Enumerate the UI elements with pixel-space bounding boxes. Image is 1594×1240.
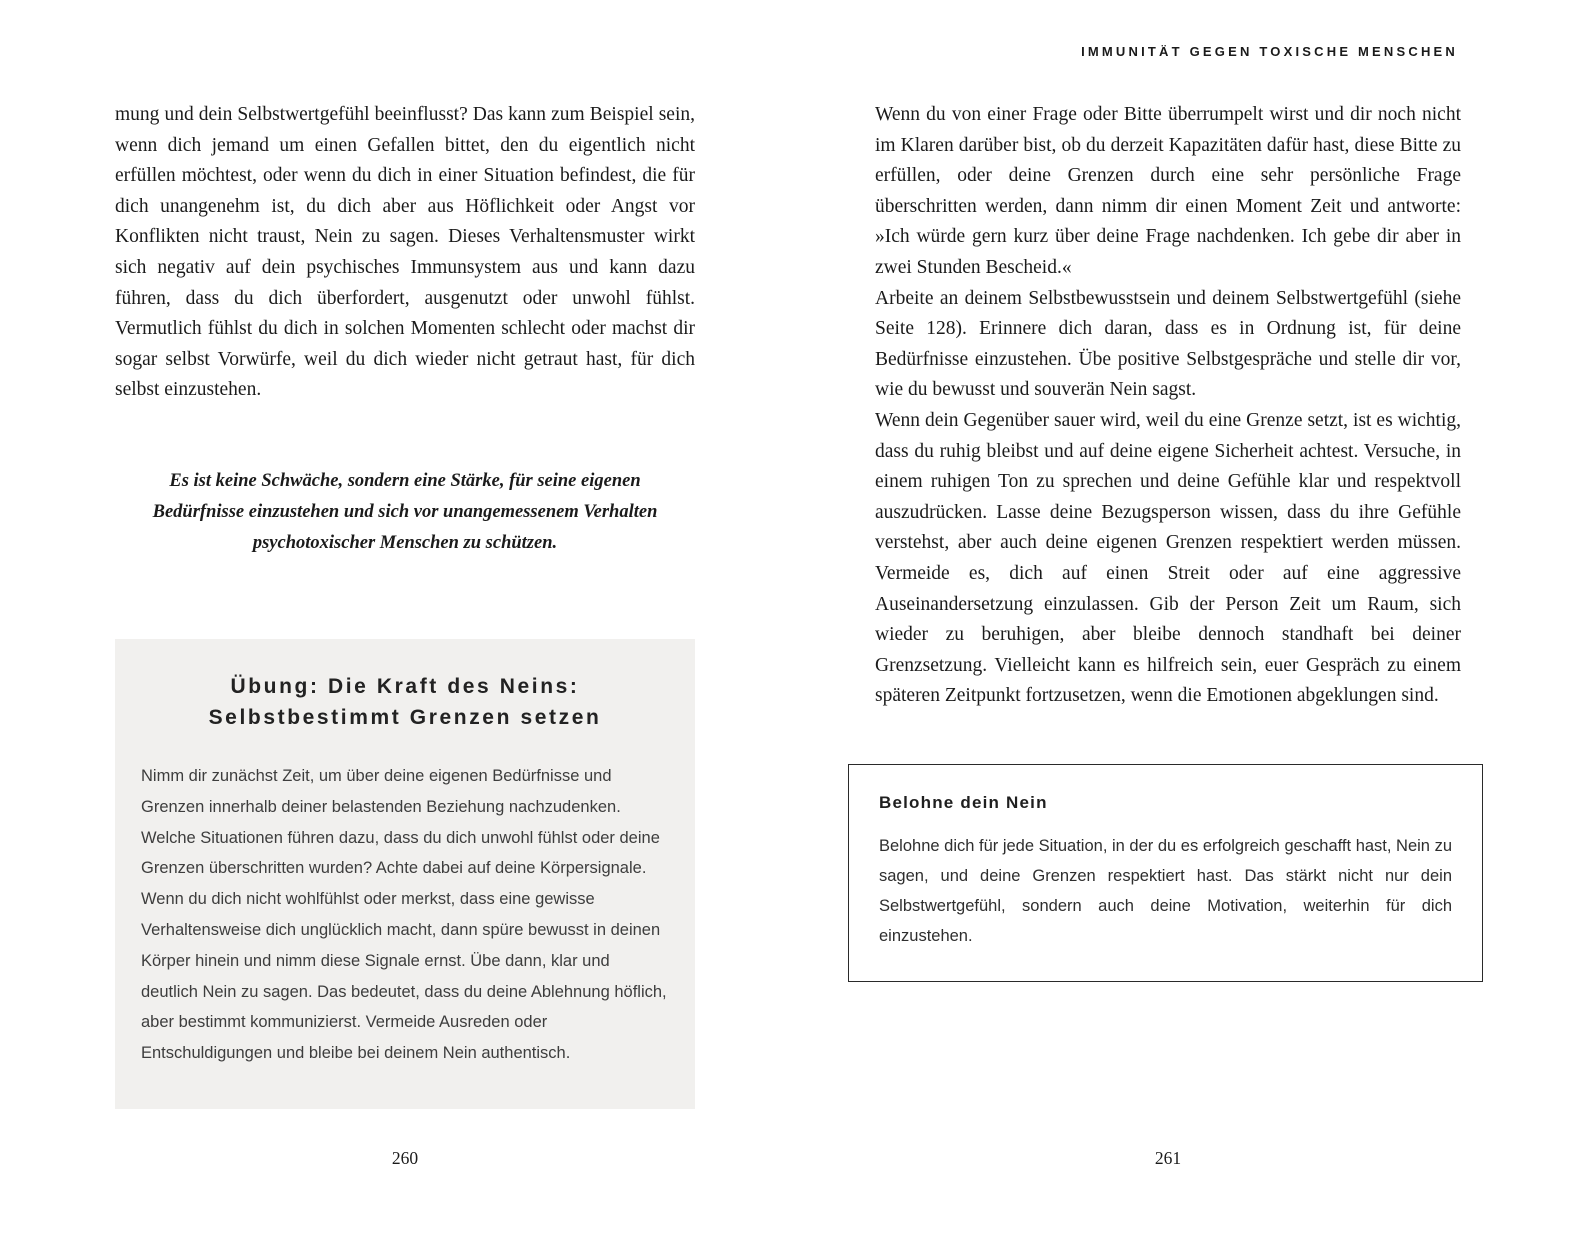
- exercise-body: Nimm dir zunächst Zeit, um über deine eigenen Bedürfnisse und Grenzen innerhalb deiner belastenden Beziehung nachzudenken. Welche Situationen führen dazu, dass du dich unwohl fühlst oder deine Grenzen überschritten wurden? Achte dabei auf deine Körpersignale. Wenn du dich nicht wohlfühlst oder merkst, dass eine gewisse Verhaltensweise dich unglücklich macht, dann spüre bewusst in deinen Körper hinein und nimm diese Signale ernst. Übe dann, klar und deutlich Nein zu sagen. Das bedeutet, dass du deine Ablehnung höflich, aber bestimmt kommunizierst. Vermeide Ausreden oder Entschuldigungen und bleibe bei deinem Nein authentisch.: [141, 766, 667, 1063]
- left-page: [115, 100, 695, 1109]
- reward-box-title: Belohne dein Nein: [879, 792, 1048, 812]
- exercise-box: [115, 639, 695, 1109]
- body-paragraph: Arbeite an deinem Selbstbewusstsein und deinem Selbstwertgefühl (siehe Seite 128). Erinnere dich daran, dass es in Ordnung ist, für deine Bedürfnisse einzustehen. Übe positive Selbstgespräche und stelle dir vor, wie du bewusst und souverän Nein sagst.: [875, 287, 1461, 401]
- body-paragraph: Wenn du von einer Frage oder Bitte überrumpelt wirst und dir noch nicht im Klaren darüber bist, ob du derzeit Kapazitäten dafür hast, diese Bitte zu erfüllen, oder deine Grenzen durch eine sehr persönliche Frage überschritten werden, dann nimm dir einen Moment Zeit und antworte: »Ich würde gern kurz über deine Frage nachdenken. Ich gebe dir aber in zwei Stunden Bescheid.«: [875, 104, 1461, 278]
- exercise-title-line-1: Übung: Die Kraft des Neins:: [230, 674, 580, 698]
- right-page-body: [875, 100, 1461, 712]
- running-head: IMMUNITÄT GEGEN TOXISCHE MENSCHEN: [1081, 44, 1458, 59]
- reward-box: [848, 764, 1483, 982]
- page-number-left: 260: [391, 1148, 419, 1168]
- body-paragraph: mung und dein Selbstwertgefühl beeinflusst? Das kann zum Beispiel sein, wenn dich jemand um einen Gefallen bittet, den du eigentlich nicht erfüllen möchtest, oder wenn du dich in einer Situation befindest, die für dich unangenehm ist, du dich aber aus Höflichkeit oder Angst vor Konflikten nicht traust, Nein zu sagen. Dieses Verhaltensmuster wirkt sich negativ auf dein psychisches Immunsystem aus und kann dazu führen, dass du dich überfordert, ausgenutzt oder unwohl fühlst. Vermutlich fühlst du dich in solchen Momenten schlecht oder machst dir sogar selbst Vorwürfe, weil du dich wieder nicht getraut hast, für dich selbst einzustehen.: [115, 104, 695, 401]
- exercise-title: [141, 671, 669, 733]
- reward-box-body: Belohne dich für jede Situation, in der du es erfolgreich geschafft hast, Nein zu sagen, und deine Grenzen respektiert hast. Das stärkt nicht nur dein Selbstwertgefühl, sondern auch deine Motivation, weiterhin für dich einzustehen.: [879, 836, 1452, 945]
- exercise-title-line-2: Selbstbestimmt Grenzen setzen: [208, 705, 602, 729]
- pull-quote: Es ist keine Schwäche, sondern eine Stärke, für seine eigenen Bedürfnisse einzustehen und sich vor unangemessenem Verhalten psychotoxischer Menschen zu schützen.: [152, 470, 658, 553]
- left-page-body: [115, 100, 695, 406]
- page-number-right: 261: [1154, 1148, 1182, 1168]
- body-paragraph: Wenn dein Gegenüber sauer wird, weil du eine Grenze setzt, ist es wichtig, dass du ruhig bleibst und auf deine eigene Sicherheit achtest. Versuche, in einem ruhigen Ton zu sprechen und deine Gefühle klar und respektvoll auszudrücken. Lasse deine Bezugsperson wissen, dass du ihre Gefühle verstehst, aber auch deine eigenen Grenzen respektiert werden müssen. Vermeide es, dich auf einen Streit oder auf eine aggressive Auseinandersetzung einzulassen. Gib der Person Zeit um Raum, sich wieder zu beruhigen, aber bleibe dennoch standhaft bei deiner Grenzsetzung. Vielleicht kann es hilfreich sein, euer Gespräch zu einem späteren Zeitpunkt fortzusetzen, wenn die Emotionen abgeklungen sind.: [875, 409, 1461, 707]
- right-page: [875, 100, 1461, 982]
